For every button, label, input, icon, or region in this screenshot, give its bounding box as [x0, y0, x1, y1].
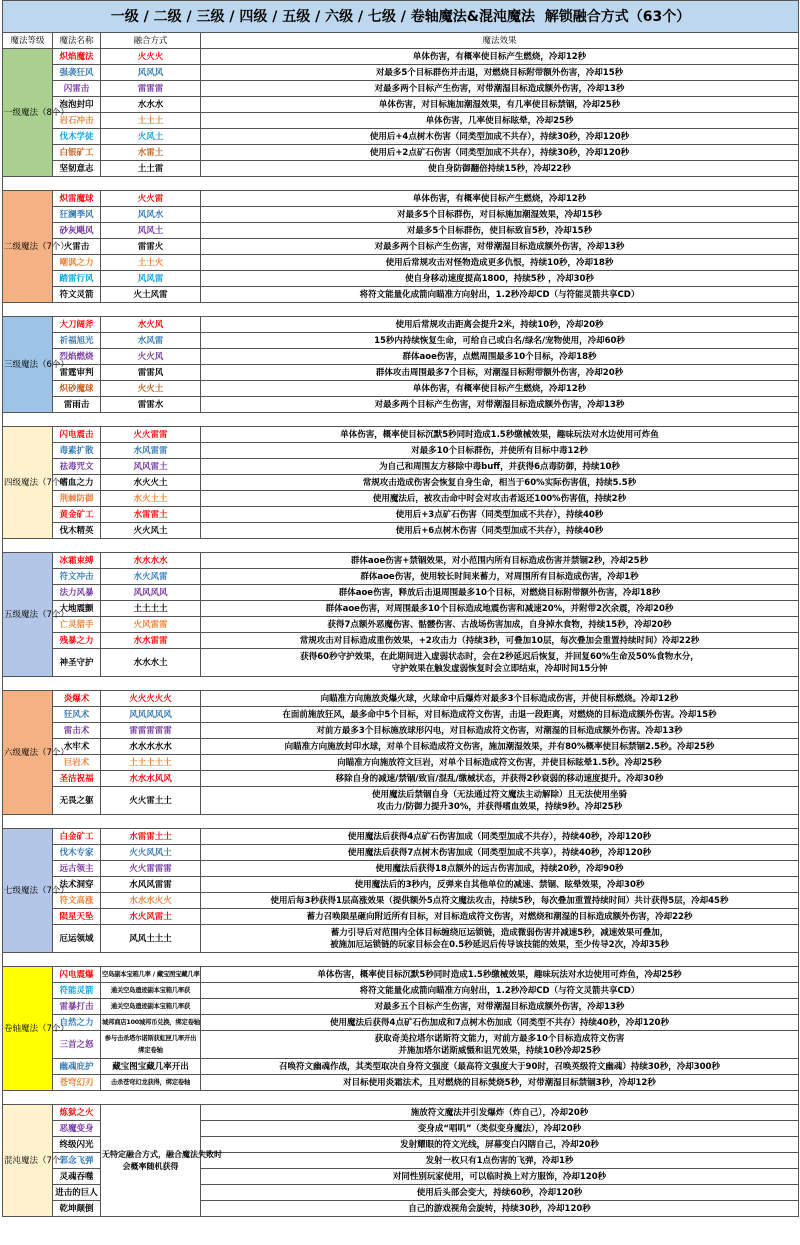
magic-effect: 向瞄准方向施放炎爆火球，火球命中后爆炸对最多3个目标造成伤害，并使目标燃烧。冷却12秒: [201, 691, 799, 707]
magic-effect: 使用魔法后获得4点矿石伤加成和7点树木伤加成（同类型不共存）持续40秒，冷却120秒: [201, 1015, 799, 1031]
header-row: [3, 33, 799, 49]
table-row: [3, 739, 799, 755]
separator-cell: [3, 303, 799, 317]
fusion-method: 火火风: [101, 349, 201, 365]
table-row: [3, 255, 799, 271]
level-cell: 卷轴魔法（7个）: [3, 967, 53, 1091]
level-cell: 二级魔法（7个）: [3, 191, 53, 303]
fusion-method: 水风风雷雷: [101, 877, 201, 893]
fusion-method: 击杀苍穹幻龙获得，绑定卷轴: [101, 1075, 201, 1091]
magic-name: 伐木精英: [53, 523, 101, 539]
fusion-method: 水风雷: [101, 333, 201, 349]
magic-effect: 对最多5个目标群伤并击退，对燃烧目标附带额外伤害，冷却15秒: [201, 65, 799, 81]
magic-name: 恶魔变身: [53, 1121, 101, 1137]
table-row: [3, 491, 799, 507]
magic-effect: 获取奇美拉塔尔诺斯符文能力，对前方最多10个目标造成符文伤害 并施加塔尔诺斯威慑和诅咒效果，持续10秒冷却25秒: [201, 1031, 799, 1059]
magic-name: 法力风暴: [53, 585, 101, 601]
table-row: [3, 569, 799, 585]
magic-effect: 单体伤害，有概率使目标产生燃烧，冷却12秒: [201, 191, 799, 207]
magic-name: 强袭狂风: [53, 65, 101, 81]
table-row: [3, 617, 799, 633]
magic-effect: 自己的游戏视角会旋转，持续30秒，冷却120秒: [201, 1201, 799, 1217]
magic-effect: 使用后每3秒获得1层高涨效果（提供额外5点符文魔法攻击，持续5秒，每次叠加重置持续时间）共计获得5层，冷却45秒: [201, 893, 799, 909]
magic-name: 符文高涨: [53, 893, 101, 909]
table-row: [3, 1105, 799, 1121]
fusion-method: 参与击杀塔尔诺斯获虹匣几率开出 绑定卷轴: [101, 1031, 201, 1059]
fusion-method: 火火雷: [101, 191, 201, 207]
magic-name: 苍穹幻刃: [53, 1075, 101, 1091]
fusion-method: 水火火土: [101, 475, 201, 491]
magic-name: 闪雷击: [53, 81, 101, 97]
fusion-method: 空岛副本宝箱几率 / 藏宝图宝藏几率: [101, 967, 201, 983]
table-row: [3, 1031, 799, 1059]
separator-cell: [3, 1091, 799, 1105]
fusion-method: 火火土: [101, 381, 201, 397]
fusion-method: 水水水火火: [101, 893, 201, 909]
magic-effect: 获得60秒守护效果，在此期间进入虚弱状态时，会在2秒延迟后恢复，并回复60%生命及50%食物水分， 守护效果在触发虚弱恢复时会立即结束，冷却时间15分钟: [201, 649, 799, 677]
magic-name: 祛毒咒文: [53, 459, 101, 475]
magic-name: 水牢术: [53, 739, 101, 755]
fusion-method: 火火雷土土: [101, 787, 201, 815]
magic-effect: 使用后头部会变大，持续60秒，冷却120秒: [201, 1185, 799, 1201]
header-name: 魔法名称: [53, 33, 101, 49]
magic-effect: 群体aoe伤害，使用较长时间来蓄力，对周围所有目标造成伤害，冷却1秒: [201, 569, 799, 585]
magic-name: 圣洁祝福: [53, 771, 101, 787]
magic-name: 符文灵箭: [53, 287, 101, 303]
table-row: [3, 861, 799, 877]
table-row: [3, 49, 799, 65]
magic-name: 乾坤颠倒: [53, 1201, 101, 1217]
fusion-method: 水火土土: [101, 491, 201, 507]
table-row: [3, 161, 799, 177]
magic-effect: 对最多10个目标群伤，并使所有目标中毒12秒: [201, 443, 799, 459]
magic-effect: 使用后常规攻击距离会提升2米，持续10秒，冷却20秒: [201, 317, 799, 333]
magic-name: 岩石冲击: [53, 113, 101, 129]
fusion-method: 风风风风: [101, 585, 201, 601]
level-cell: 七级魔法（7个）: [3, 829, 53, 953]
magic-name: 终级闪光: [53, 1137, 101, 1153]
table-row: [3, 829, 799, 845]
fusion-method: 风风雷土: [101, 459, 201, 475]
magic-name: 雷击术: [53, 723, 101, 739]
magic-effect: 将符文能量化成箭向瞄准方向射出，1.2秒冷却CD（与符能灵箭共享CD）: [201, 287, 799, 303]
table-row: [3, 129, 799, 145]
magic-name: 炼狱之火: [53, 1105, 101, 1121]
magic-effect: 单体伤害，有概率使目标产生燃烧，冷却12秒: [201, 381, 799, 397]
level-cell: 混沌魔法（7个）: [3, 1105, 53, 1217]
fusion-method: 水雷土: [101, 145, 201, 161]
magic-name: 狂风术: [53, 707, 101, 723]
fusion-method: 火火火火火: [101, 691, 201, 707]
fusion-method: 通关空岛遗迹副本宝箱几率获: [101, 999, 201, 1015]
fusion-method: 水水水水水: [101, 739, 201, 755]
table-row: [3, 443, 799, 459]
magic-effect: 对最多两个目标产生伤害，对带潮湿目标造成额外伤害，冷却13秒: [201, 397, 799, 413]
magic-effect: 常规攻击造成伤害会恢复自身生命，相当于60%实际伤害值，持续5.5秒: [201, 475, 799, 491]
fusion-method: 水水水风风: [101, 771, 201, 787]
magic-name: 狂澜季风: [53, 207, 101, 223]
magic-name: 陨星天坠: [53, 909, 101, 925]
magic-effect: 将符文能量化成箭向瞄准方向射出，1.2秒冷却CD（与符文灵箭共享CD）: [201, 983, 799, 999]
table-row: [3, 845, 799, 861]
fusion-method: 火火雷雷雷: [101, 861, 201, 877]
group-separator: [3, 953, 799, 967]
magic-name: 荆棘防御: [53, 491, 101, 507]
table-row: [3, 475, 799, 491]
sheet-title: 一级 / 二级 / 三级 / 四级 / 五级 / 六级 / 七级 / 卷轴魔法&混沌魔法 解锁融合方式（63个）: [3, 1, 799, 33]
table-row: [3, 893, 799, 909]
magic-name: 白银矿工: [53, 145, 101, 161]
magic-name: 法术洞穿: [53, 877, 101, 893]
fusion-method: 火风雷雷: [101, 617, 201, 633]
magic-effect: 单体伤害，几率使目标眩晕，冷却25秒: [201, 113, 799, 129]
magic-effect: 移除自身的减速/禁锢/致盲/混乱/缴械状态，并获得2秒衰弱的移动速度提升。冷却30秒: [201, 771, 799, 787]
fusion-method: 水水水: [101, 97, 201, 113]
magic-name: 冰霜束缚: [53, 553, 101, 569]
header-level: 魔法等级: [3, 33, 53, 49]
magic-effect: 单体伤害，概率使目标沉默5秒同时造成1.5秒缴械效果，趣味玩法对水边使用可炸鱼: [201, 427, 799, 443]
fusion-method: 无特定融合方式，融合魔法失败时 会概率随机获得: [101, 1105, 201, 1217]
fusion-method: 雷雷水: [101, 397, 201, 413]
level-cell: 四级魔法（7个）: [3, 427, 53, 539]
table-row: [3, 81, 799, 97]
magic-effect: 发射耀眼的符文光线，屏幕变白闪瞎自己，冷却20秒: [201, 1137, 799, 1153]
magic-name: 雷雨击: [53, 397, 101, 413]
magic-effect: 使用后+6点树木伤害（同类型加成不共存），持续40秒: [201, 523, 799, 539]
fusion-table: [2, 0, 799, 1217]
fusion-method: 风风土: [101, 223, 201, 239]
magic-name: 亡灵猎手: [53, 617, 101, 633]
fusion-method: 土土雷: [101, 161, 201, 177]
table-row: [3, 427, 799, 443]
magic-name: 火雷击: [53, 239, 101, 255]
fusion-method: 火风土: [101, 129, 201, 145]
group-separator: [3, 677, 799, 691]
table-row: [3, 585, 799, 601]
magic-effect: 单体伤害，对目标施加潮湿效果，有几率使目标禁锢，冷却25秒: [201, 97, 799, 113]
fusion-method: 火土风雷: [101, 287, 201, 303]
magic-effect: 使用后+2点矿石伤害（同类型加成不共存），持续30秒，冷却120秒: [201, 145, 799, 161]
magic-name: 符文冲击: [53, 569, 101, 585]
magic-name: 符能灵箭: [53, 983, 101, 999]
fusion-method: 水水水水: [101, 553, 201, 569]
header-effect: 魔法效果: [201, 33, 799, 49]
table-row: [3, 113, 799, 129]
magic-name: 泡泡封印: [53, 97, 101, 113]
magic-name: 三首之怒: [53, 1031, 101, 1059]
fusion-method: 火火风风土: [101, 845, 201, 861]
magic-name: 嘲讽之力: [53, 255, 101, 271]
magic-name: 祈福旭光: [53, 333, 101, 349]
fusion-method: 风风风: [101, 65, 201, 81]
magic-name: 邪念飞弹: [53, 1153, 101, 1169]
magic-effect: 对最多两个目标产生伤害，对带潮湿目标造成额外伤害，冷却13秒: [201, 239, 799, 255]
fusion-method: 风风风风风: [101, 707, 201, 723]
table-row: [3, 271, 799, 287]
magic-effect: 对同性别玩家使用，可以临时换上对方服饰，冷却120秒: [201, 1169, 799, 1185]
fusion-method: 通关空岛遗迹副本宝箱几率获: [101, 983, 201, 999]
magic-effect: 发射一枚只有1点伤害的飞弹，冷却1秒: [201, 1153, 799, 1169]
table-row: [3, 1059, 799, 1075]
table-row: [3, 507, 799, 523]
table-row: [3, 459, 799, 475]
magic-effect: 使用魔法后，被攻击命中时会对攻击者返还100%伤害值，持续2秒: [201, 491, 799, 507]
fusion-method: 风风雷: [101, 271, 201, 287]
level-cell: 六级魔法（7个）: [3, 691, 53, 815]
table-row: [3, 97, 799, 113]
table-row: [3, 365, 799, 381]
magic-name: 无畏之躯: [53, 787, 101, 815]
table-row: [3, 553, 799, 569]
table-row: [3, 691, 799, 707]
magic-effect: 向瞄准方向施放封印水球，对单个目标造成符文伤害，施加潮湿效果，并有80%概率使目标禁锢2.5秒。冷却25秒: [201, 739, 799, 755]
table-row: [3, 723, 799, 739]
magic-effect: 蓄力引导后对范围内全体目标缠绕厄运锁链，造成微弱伤害并减速5秒，减速效果可叠加， 被施加厄运锁链的玩家目标会在0.5秒延迟后传导该技能的效果，至少传导2次，冷却35秒: [201, 925, 799, 953]
magic-name: 灵魂吞噬: [53, 1169, 101, 1185]
magic-effect: 使用后+3点矿石伤害（同类型加成不共存），持续40秒: [201, 507, 799, 523]
magic-effect: 15秒内持续恢复生命，可给自己或白名/绿名/宠物使用，冷却60秒: [201, 333, 799, 349]
magic-effect: 对最多5个目标群伤，使目标致盲5秒，冷却15秒: [201, 223, 799, 239]
magic-name: 嗜血之力: [53, 475, 101, 491]
fusion-method: 土土土土: [101, 601, 201, 617]
magic-effect: 召唤符文幽魂作战，其类型取决自身符文强度（最高符文强度大于90时，召唤英级符文幽魂）持续30秒，冷却300秒: [201, 1059, 799, 1075]
magic-effect: 为自己和周围友方移除中毒buff，并获得6点毒防御，持续10秒: [201, 459, 799, 475]
fusion-method: 火火雷雷: [101, 427, 201, 443]
table-row: [3, 983, 799, 999]
fusion-method: 水雷雷土: [101, 507, 201, 523]
separator-cell: [3, 413, 799, 427]
table-row: [3, 633, 799, 649]
separator-cell: [3, 677, 799, 691]
magic-name: 残暴之力: [53, 633, 101, 649]
magic-effect: 在面前施放狂风，最多命中5个目标，对目标造成符文伤害，击退一段距离，对燃烧的目标造成额外伤害。冷却15秒: [201, 707, 799, 723]
magic-effect: 蓄力召唤陨星砸向附近所有目标，对目标造成符文伤害，对燃烧和潮湿的目标造成额外伤害，冷却22秒: [201, 909, 799, 925]
table-row: [3, 287, 799, 303]
header-fusion: 融合方式: [101, 33, 201, 49]
fusion-method: 土土土土土: [101, 755, 201, 771]
table-row: [3, 65, 799, 81]
magic-name: 闪电震爆: [53, 967, 101, 983]
magic-effect: 使用魔法后禁锢自身（无法通过符文魔法主动解除）且无法使用坐骑 攻击力/防御力提升30%，并获得嗜血效果，持续9秒。冷却25秒: [201, 787, 799, 815]
magic-effect: 常规攻击对目标造成重伤效果，+2攻击力（持续3秒，可叠加10层，每次叠加会重置持续时间）冷却22秒: [201, 633, 799, 649]
magic-name: 幽魂庇护: [53, 1059, 101, 1075]
fusion-method: 土土土: [101, 113, 201, 129]
separator-cell: [3, 953, 799, 967]
magic-name: 炽砂魔球: [53, 381, 101, 397]
magic-effect: 获得7点额外恶魔伤害、骷髅伤害、古战场伤害加成，自身掉水食物，持续15秒，冷却20秒: [201, 617, 799, 633]
magic-name: 坚韧意志: [53, 161, 101, 177]
magic-name: 伐木学徒: [53, 129, 101, 145]
magic-effect: 使用后+4点树木伤害（同类型加成不共存），持续30秒，冷却120秒: [201, 129, 799, 145]
fusion-method: 水火风雷土: [101, 909, 201, 925]
table-row: [3, 349, 799, 365]
fusion-method: 水雷雷土土: [101, 829, 201, 845]
table-row: [3, 223, 799, 239]
table-row: [3, 925, 799, 953]
magic-effect: 使自身移动速度提高1800，持续5秒 ，冷却30秒: [201, 271, 799, 287]
magic-effect: 使用魔法后的3秒内，反弹来自其他单位的减速、禁锢、眩晕效果，冷却30秒: [201, 877, 799, 893]
magic-effect: 向瞄准方向施放符文巨岩，对单个目标造成符文伤害，并使目标眩晕1.5秒。冷却25秒: [201, 755, 799, 771]
magic-effect: 使用魔法后获得7点树木伤害加成（同类型加成不共享），持续40秒，冷却120秒: [201, 845, 799, 861]
fusion-method: 雷雷风: [101, 365, 201, 381]
title-row: [3, 1, 799, 33]
table-row: [3, 787, 799, 815]
table-row: [3, 145, 799, 161]
magic-name: 伐木专家: [53, 845, 101, 861]
table-row: [3, 333, 799, 349]
fusion-method: 风风水: [101, 207, 201, 223]
magic-name: 大地震颤: [53, 601, 101, 617]
separator-cell: [3, 177, 799, 191]
group-separator: [3, 177, 799, 191]
magic-effect: 对最多两个目标产生伤害，对带潮湿目标造成额外伤害，冷却13秒: [201, 81, 799, 97]
table-row: [3, 317, 799, 333]
group-separator: [3, 1091, 799, 1105]
magic-name: 厄运领域: [53, 925, 101, 953]
magic-name: 踏雷行风: [53, 271, 101, 287]
level-cell: 一级魔法（8个）: [3, 49, 53, 177]
magic-name: 白金矿工: [53, 829, 101, 845]
magic-name: 大刀阔斧: [53, 317, 101, 333]
magic-effect: 施放符文魔法并引发爆炸（炸自己），冷却20秒: [201, 1105, 799, 1121]
magic-name: 闪电震击: [53, 427, 101, 443]
magic-name: 炽雷魔球: [53, 191, 101, 207]
fusion-method: 藏宝图宝藏几率开出: [101, 1059, 201, 1075]
magic-name: 远古领主: [53, 861, 101, 877]
table-row: [3, 1015, 799, 1031]
magic-name: 自然之力: [53, 1015, 101, 1031]
group-separator: [3, 413, 799, 427]
fusion-method: 火火风土: [101, 523, 201, 539]
magic-effect: 变身成“唱叽”（类似变身魔法），冷却20秒: [201, 1121, 799, 1137]
fusion-method: 水水水土: [101, 649, 201, 677]
magic-name: 神圣守护: [53, 649, 101, 677]
group-separator: [3, 539, 799, 553]
magic-effect: 使用魔法后获得18点额外的远古伤害加成，持续20秒，冷却90秒: [201, 861, 799, 877]
magic-effect: 群体aoe伤害+禁锢效果，对小范围内所有目标造成伤害并禁锢2秒，冷却25秒: [201, 553, 799, 569]
magic-name: 炽焰魔法: [53, 49, 101, 65]
magic-effect: 对前方最多3个目标施放球形闪电，对目标造成符文伤害，对潮湿的目标造成额外伤害。冷却13秒: [201, 723, 799, 739]
magic-effect: 单体伤害，概率使目标沉默5秒同时造成1.5秒缴械效果，趣味玩法对水边使用可炸鱼，冷却25秒: [201, 967, 799, 983]
group-separator: [3, 303, 799, 317]
separator-cell: [3, 539, 799, 553]
magic-name: 砂灰飓风: [53, 223, 101, 239]
table-row: [3, 649, 799, 677]
table-row: [3, 381, 799, 397]
table-row: [3, 191, 799, 207]
level-cell: 三级魔法（6个）: [3, 317, 53, 413]
table-row: [3, 1075, 799, 1091]
fusion-method: 土土火: [101, 255, 201, 271]
table-row: [3, 999, 799, 1015]
fusion-method: 风风土土土: [101, 925, 201, 953]
magic-effect: 使用后常规攻击对怪物造成更多仇恨，持续10秒，冷却18秒: [201, 255, 799, 271]
table-row: [3, 771, 799, 787]
table-row: [3, 397, 799, 413]
magic-effect: 使用魔法后获得4点矿石伤害加成（同类型加成不共存），持续40秒，冷却120秒: [201, 829, 799, 845]
table-row: [3, 207, 799, 223]
magic-effect: 单体伤害，有概率使目标产生燃烧，冷却12秒: [201, 49, 799, 65]
fusion-method: 雷雷雷雷雷: [101, 723, 201, 739]
magic-name: 炎爆术: [53, 691, 101, 707]
magic-effect: 使自身防御翻倍持续15秒，冷却22秒: [201, 161, 799, 177]
magic-effect: 对目标使用炎霜法术，且对燃烧的目标焚烧5秒，对带潮湿目标禁锢3秒，冷却12秒: [201, 1075, 799, 1091]
magic-effect: 群体攻击周围最多7个目标，对潮湿目标附带额外伤害，冷却20秒: [201, 365, 799, 381]
fusion-method: 雷雷雷: [101, 81, 201, 97]
magic-effect: 群体aoe伤害，点燃周围最多10个目标，冷却18秒: [201, 349, 799, 365]
fusion-method: 雷雷火: [101, 239, 201, 255]
fusion-method: 水风雷雷: [101, 443, 201, 459]
table-row: [3, 601, 799, 617]
magic-effect: 对最多5个目标群伤，对目标施加潮湿效果，冷却15秒: [201, 207, 799, 223]
magic-effect: 群体aoe伤害，对周围最多10个目标造成地震伤害和减速20%，并附带2次余震，冷却20秒: [201, 601, 799, 617]
magic-name: 毒素扩散: [53, 443, 101, 459]
level-cell: 五级魔法（7个）: [3, 553, 53, 677]
magic-name: 进击的巨人: [53, 1185, 101, 1201]
separator-cell: [3, 815, 799, 829]
magic-name: 雷暴打击: [53, 999, 101, 1015]
table-row: [3, 707, 799, 723]
table-row: [3, 755, 799, 771]
fusion-method: 火火火: [101, 49, 201, 65]
group-separator: [3, 815, 799, 829]
table-row: [3, 877, 799, 893]
magic-name: 烈焰燃烧: [53, 349, 101, 365]
table-row: [3, 239, 799, 255]
magic-effect: 对最多五个目标产生伤害，对带潮湿目标造成额外伤害，冷却13秒: [201, 999, 799, 1015]
magic-name: 黄金矿工: [53, 507, 101, 523]
fusion-method: 水水雷雷: [101, 633, 201, 649]
table-row: [3, 967, 799, 983]
table-row: [3, 909, 799, 925]
magic-name: 巨岩术: [53, 755, 101, 771]
magic-name: 雷霆审判: [53, 365, 101, 381]
table-row: [3, 523, 799, 539]
fusion-method: 水火风: [101, 317, 201, 333]
magic-effect: 群体aoe伤害，释放后击退周围最多10个目标，对燃烧目标附带额外伤害，冷却18秒: [201, 585, 799, 601]
fusion-method: 城邦商店100城邦币兑换，绑定卷轴: [101, 1015, 201, 1031]
fusion-method: 水火风雷: [101, 569, 201, 585]
